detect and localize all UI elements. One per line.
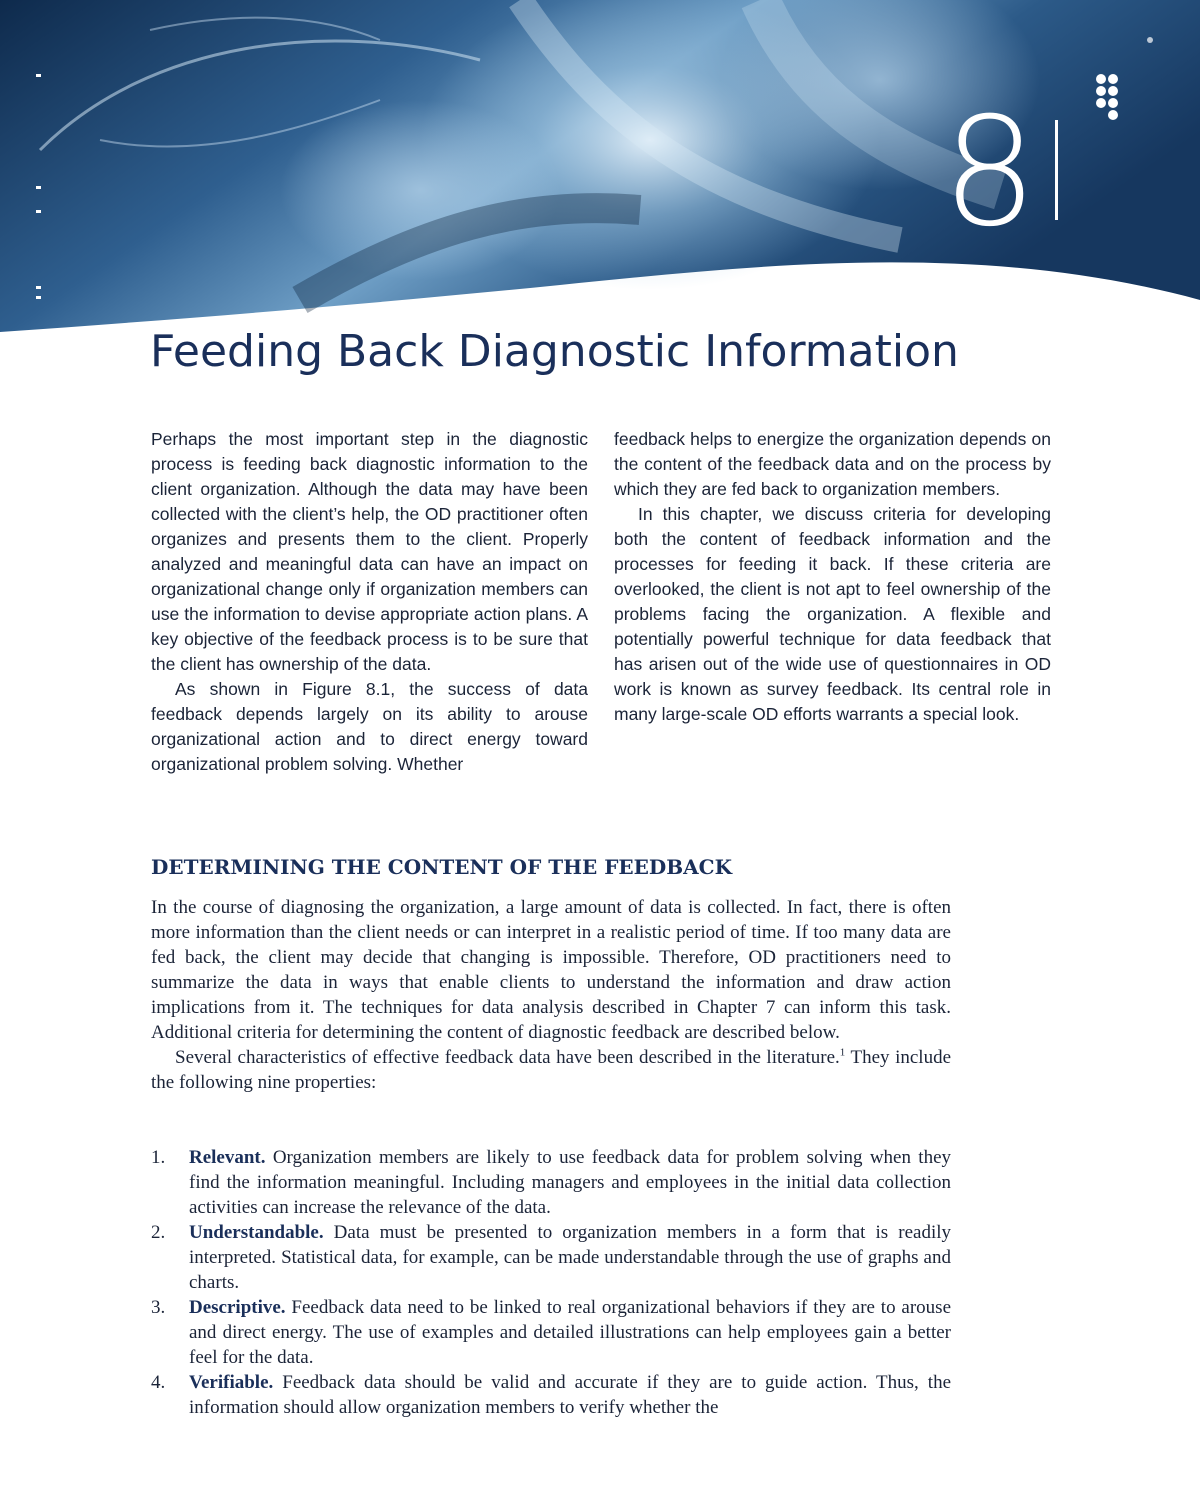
list-item-number: 4.	[151, 1372, 166, 1393]
intro-paragraph: As shown in Figure 8.1, the success of data feedback depends largely on its ability to arouse organizational action and to direct energy toward organizational problem solving. Whether	[151, 679, 588, 774]
intro-right-column	[614, 427, 1051, 727]
body-paragraph-text: Several characteristics of effective feedback data have been described in the literature.	[175, 1047, 840, 1068]
section-body	[151, 895, 951, 1095]
list-item-text: Feedback data need to be linked to real organizational behaviors if they are to arouse and direct energy. The use of examples and detailed illustrations can help employees gain a better feel for the data.	[189, 1297, 951, 1368]
list-item-number: 3.	[151, 1297, 166, 1318]
list-item-text: Organization members are likely to use feedback data for problem solving when they find the information meaningful. Including managers and employees in the initial data collection activities can increase the relevance of the data.	[189, 1147, 951, 1218]
chapter-number: 8	[942, 86, 1038, 260]
list-item-term: Understandable.	[189, 1222, 324, 1243]
list-item	[151, 1295, 951, 1370]
list-item-term: Descriptive.	[189, 1297, 286, 1318]
chapter-title: Feeding Back Diagnostic Information	[150, 326, 959, 377]
chapter-divider	[1055, 120, 1058, 220]
intro-paragraph: In this chapter, we discuss criteria for developing both the content of feedback information and the processes for feeding it back. If these criteria are overlooked, the client is not apt to feel ownership of the problems facing the organization. A flexible and potentially powerful technique for data feedback that has arisen out of the wide use of questionnaires in OD work is known as survey feedback. Its central role in many large-scale OD efforts warrants a special look.	[614, 504, 1051, 724]
list-item-number: 1.	[151, 1147, 166, 1168]
list-item-number: 2.	[151, 1222, 166, 1243]
body-paragraph-text: They include the following nine properties:	[151, 1047, 952, 1093]
list-item	[151, 1220, 951, 1295]
list-item-term: Verifiable.	[189, 1372, 274, 1393]
feedback-properties-list	[151, 1145, 951, 1420]
intro-left-column	[151, 427, 588, 777]
section-heading: DETERMINING THE CONTENT OF THE FEEDBACK	[151, 855, 732, 879]
intro-paragraph: feedback helps to energize the organization depends on the content of the feedback data and on the process by which they are fed back to organization members.	[614, 429, 1051, 499]
intro-paragraph: Perhaps the most important step in the diagnostic process is feeding back diagnostic information to the client organization. Although the data may have been collected with the client’s help, the OD practitioner often organizes and presents them to the client. Properly analyzed and meaningful data can have an impact on organizational change only if organization members can use the information to devise appropriate action plans. A key objective of the feedback process is to be sure that the client has ownership of the data.	[151, 429, 588, 674]
body-paragraph: In the course of diagnosing the organization, a large amount of data is collected. In fact, there is often more information than the client needs or can interpret in a realistic period of time. If too many data are fed back, the client may decide that changing is impossible. Therefore, OD practitioners need to summarize the data in ways that enable clients to understand the information and draw action implications from it. The techniques for data analysis described in Chapter 7 can inform this task. Additional criteria for determining the content of diagnostic feedback are described below.	[151, 897, 951, 1043]
list-item-text: Feedback data should be valid and accurate if they are to guide action. Thus, the information should allow organization members to verify whether the	[189, 1372, 951, 1418]
list-item	[151, 1370, 951, 1420]
footnote-reference[interactable]: 1	[839, 1046, 846, 1059]
body-paragraph	[151, 1045, 951, 1095]
list-item-term: Relevant.	[189, 1147, 266, 1168]
list-item	[151, 1145, 951, 1220]
list-item-text: Data must be presented to organization members in a form that is readily interpreted. Statistical data, for example, can be made understandable through the use of graphs and charts.	[189, 1222, 952, 1293]
